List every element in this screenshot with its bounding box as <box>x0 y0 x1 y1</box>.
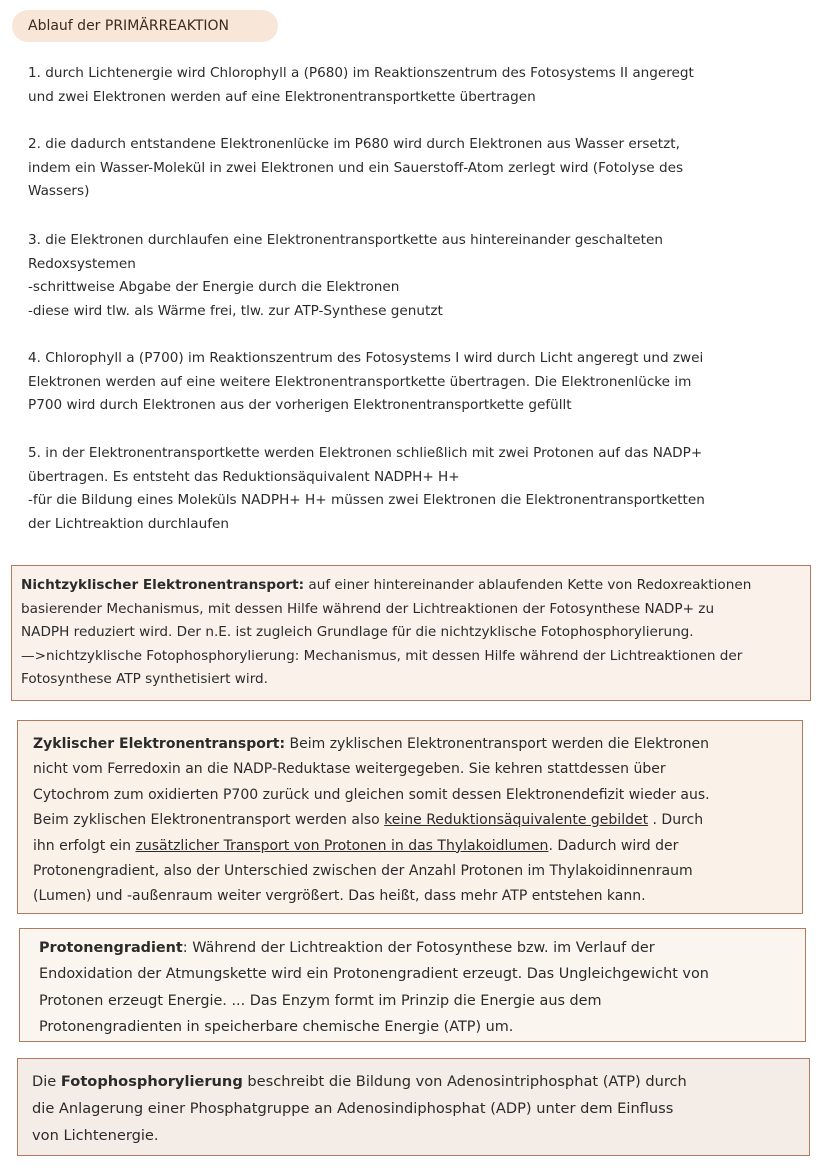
text-line: nicht vom Ferredoxin an die NADP-Reduktase weitergegeben. Sie kehren stattdessen über <box>33 761 666 778</box>
step-line: 3. die Elektronen durchlaufen eine Elektronentransportkette aus hintereinander geschalteten <box>28 232 663 248</box>
step-line: 1. durch Lichtenergie wird Chlorophyll a (P680) im Reaktionszentrum des Fotosystems II angeregt <box>28 65 694 81</box>
definition-text <box>39 935 795 1040</box>
text-line: Beim zyklischen Elektronentransport werden die Elektronen <box>285 736 710 752</box>
underlined-text: keine Reduktionsäquivalente gebildet <box>384 812 649 829</box>
step-line: P700 wird durch Elektronen aus der vorherigen Elektronentransportkette gefüllt <box>28 397 572 414</box>
text-line: . Dadurch wird der <box>548 837 679 854</box>
step-line: und zwei Elektronen werden auf eine Elektronentransportkette übertragen <box>28 88 536 105</box>
text-line: Fotosynthese ATP synthetisiert wird. <box>21 671 268 688</box>
text-line: die Anlagerung einer Phosphatgruppe an Adenosindiphosphat (ADP) unter dem Einfluss <box>32 1100 674 1117</box>
step-line: -schrittweise Abgabe der Energie durch die Elektronen <box>28 279 400 296</box>
text-line: (Lumen) und -außenraum weiter vergrößert. Das heißt, dass mehr ATP entstehen kann. <box>33 888 646 905</box>
text-line: Beim zyklischen Elektronentransport werden also <box>33 812 385 829</box>
definition-box-nichtzyklisch <box>11 565 811 701</box>
underlined-text: zusätzlicher Transport von Protonen in das Thylakoidlumen <box>135 837 549 854</box>
text-line: von Lichtenergie. <box>32 1127 159 1144</box>
text-line: Cytochrom zum oxidierten P700 zurück und gleichen somit dessen Elektronendefizit wieder aus. <box>33 786 710 803</box>
step-2 <box>28 133 803 204</box>
definition-term: Nichtzyklischer Elektronentransport: <box>21 577 305 593</box>
step-3 <box>28 229 803 323</box>
step-5 <box>28 442 803 536</box>
definition-term: Protonengradient <box>39 940 183 956</box>
text-line: basierender Mechanismus, mit dessen Hilfe während der Lichtreaktionen der Fotosynthese NADP+ zu <box>21 600 715 617</box>
definition-text <box>33 732 790 910</box>
text-line: Protonen erzeugt Energie. ... Das Enzym formt im Prinzip die Energie aus dem <box>39 992 602 1009</box>
step-line: indem ein Wasser-Molekül in zwei Elektronen und ein Sauerstoff-Atom zerlegt wird (Fotolyse des <box>28 159 684 176</box>
text-line: NADPH reduziert wird. Der n.E. ist zugleich Grundlage für die nichtzyklische Fotophosphorylierung. <box>21 624 694 641</box>
step-line: -diese wird tlw. als Wärme frei, tlw. zur ATP-Synthese genutzt <box>28 302 443 319</box>
text-line: . Durch <box>648 812 704 829</box>
text-line: Protonengradienten in speicherbare chemische Energie (ATP) um. <box>39 1018 514 1035</box>
section-title: Ablauf der PRIMÄRREAKTION <box>12 10 278 42</box>
step-line: 2. die dadurch entstandene Elektronenlücke im P680 wird durch Elektronen aus Wasser ersetzt, <box>28 136 680 152</box>
step-line: übertragen. Es entsteht das Reduktionsäquivalent NADPH+ H+ <box>28 468 460 485</box>
step-line: 4. Chlorophyll a (P700) im Reaktionszentrum des Fotosystems I wird durch Licht angeregt und zwei <box>28 350 704 366</box>
definition-box-protonengradient <box>19 928 806 1042</box>
step-1 <box>28 62 803 109</box>
step-line: Elektronen werden auf eine weitere Elektronentransportkette übertragen. Die Elektronenlücke im <box>28 373 692 390</box>
definition-term: Zyklischer Elektronentransport: <box>33 736 286 752</box>
step-line: der Lichtreaktion durchlaufen <box>28 515 229 532</box>
text-line: : Während der Lichtreaktion der Fotosynthese bzw. im Verlauf der <box>182 940 655 956</box>
step-line: -für die Bildung eines Moleküls NADPH+ H+ müssen zwei Elektronen die Elektronentransportketten <box>28 492 705 509</box>
text-line: Endoxidation der Atmungskette wird ein Protonengradient erzeugt. Das Ungleichgewicht von <box>39 966 709 983</box>
text-line: Protonengradient, also der Unterschied zwischen der Anzahl Protonen im Thylakoidinnenraum <box>33 863 693 880</box>
text-line: auf einer hintereinander ablaufenden Kette von Redoxreaktionen <box>304 577 752 593</box>
definition-text <box>21 574 810 692</box>
text-line: Die <box>32 1073 61 1090</box>
text-line: ihn erfolgt ein <box>33 837 136 854</box>
definition-term: Fotophosphorylierung <box>60 1073 243 1090</box>
text-line: —>nichtzyklische Fotophosphorylierung: Mechanismus, mit dessen Hilfe während der Lichtreaktionen der <box>21 647 743 664</box>
text-line: beschreibt die Bildung von Adenosintriphosphat (ATP) durch <box>242 1073 687 1090</box>
step-line: 5. in der Elektronentransportkette werden Elektronen schließlich mit zwei Protonen auf das NADP+ <box>28 445 703 461</box>
definition-text <box>32 1068 799 1149</box>
definition-box-fotophosphorylierung <box>17 1058 810 1156</box>
definition-box-zyklisch <box>17 720 803 914</box>
step-line: Redoxsystemen <box>28 255 136 272</box>
step-4 <box>28 347 803 418</box>
step-line: Wassers) <box>28 183 90 200</box>
